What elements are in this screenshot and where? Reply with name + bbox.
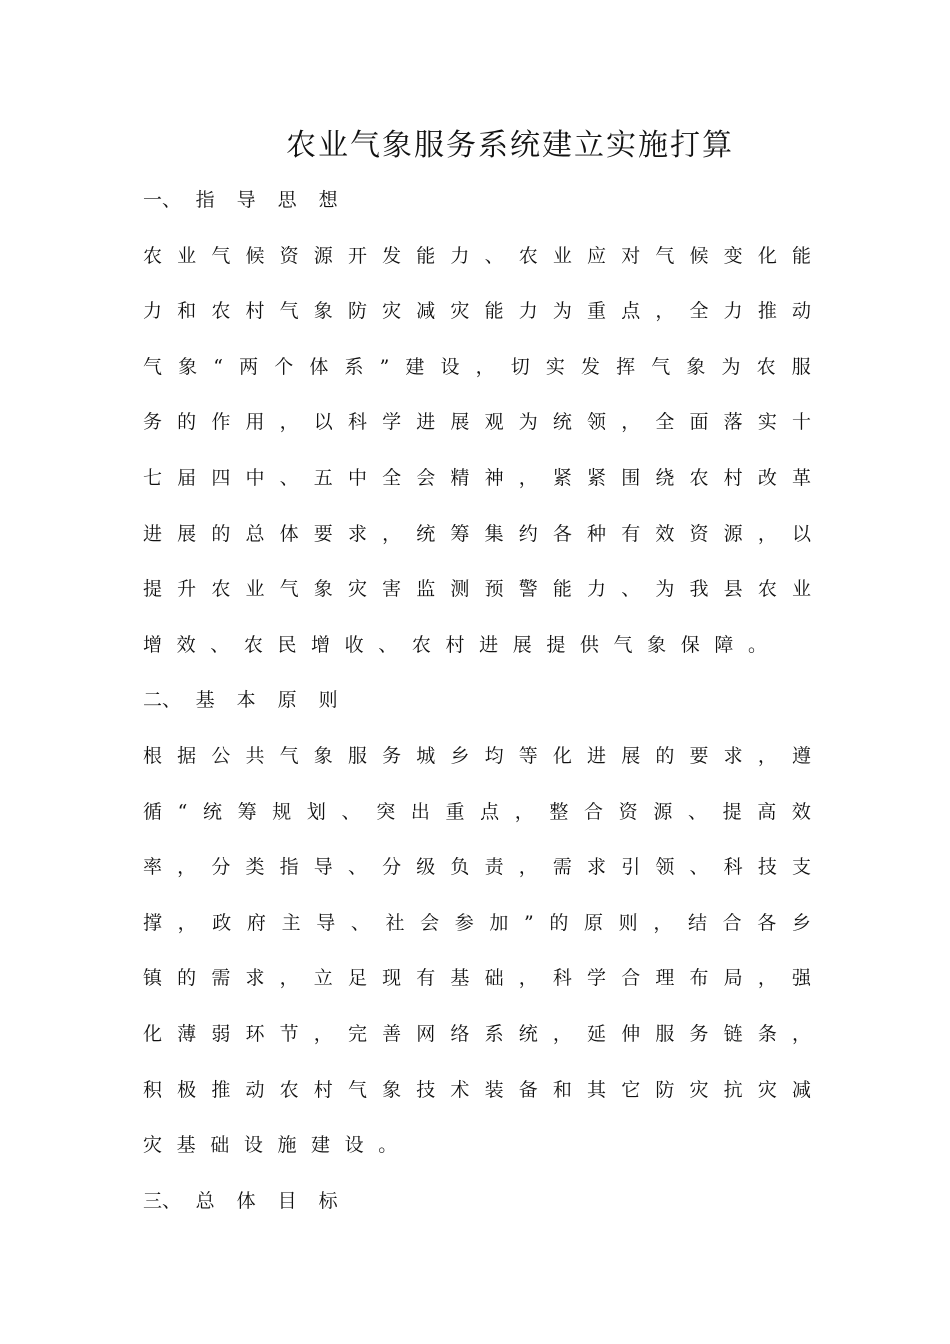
- paragraph-line: 撑 ， 政 府 主 导 、 社 会 参 加 ” 的 原 则 ， 结 合 各 乡: [143, 911, 811, 934]
- paragraph-line: 化 薄 弱 环 节 ， 完 善 网 络 系 统 ， 延 伸 服 务 链 条 ，: [143, 1022, 811, 1045]
- section-heading: [143, 685, 811, 741]
- paragraph-line: 循 “ 统 筹 规 划 、 突 出 重 点 ， 整 合 资 源 、 提 高 效: [143, 800, 811, 823]
- paragraph-line: 增 效 、 农 民 增 收 、 农 村 进 展 提 供 气 象 保 障 。: [143, 633, 767, 656]
- section-heading: [143, 185, 811, 241]
- section-heading-label: 基本原则: [195, 689, 360, 712]
- section-heading-label: 总体目标: [195, 1189, 360, 1212]
- section-heading-number: 二、: [143, 689, 182, 712]
- paragraph-line: 积 极 推 动 农 村 气 象 技 术 装 备 和 其 它 防 灾 抗 灾 减: [143, 1078, 811, 1101]
- paragraph-line: 农 业 气 候 资 源 开 发 能 力 、 农 业 应 对 气 候 变 化 能: [143, 244, 811, 267]
- section-heading-number: 三、: [143, 1189, 182, 1212]
- paragraph-line: 率 ， 分 类 指 导 、 分 级 负 责 ， 需 求 引 领 、 科 技 支: [143, 856, 811, 879]
- paragraph-line: 气 象 “ 两 个 体 系 ” 建 设 ， 切 实 发 挥 气 象 为 农 服: [143, 355, 811, 378]
- paragraph-line: 镇 的 需 求 ， 立 足 现 有 基 础 ， 科 学 合 理 布 局 ， 强: [143, 967, 811, 990]
- section-heading-number: 一、: [143, 189, 182, 211]
- section-heading-label: 指导思想: [195, 189, 360, 211]
- document-body: [143, 185, 811, 1241]
- paragraph-line: 根 据 公 共 气 象 服 务 城 乡 均 等 化 进 展 的 要 求 ， 遵: [143, 744, 811, 767]
- paragraph-line: 务 的 作 用 ， 以 科 学 进 展 观 为 统 领 ， 全 面 落 实 十: [143, 411, 811, 434]
- section-heading: [143, 1186, 811, 1242]
- paragraph-line: 灾 基 础 设 施 建 设 。: [143, 1134, 398, 1157]
- paragraph-line: 七 届 四 中 、 五 中 全 会 精 神 ， 紧 紧 围 绕 农 村 改 革: [143, 466, 811, 489]
- paragraph-line: 力 和 农 村 气 象 防 灾 减 灾 能 力 为 重 点 ， 全 力 推 动: [143, 300, 811, 323]
- document-title: 农业气象服务系统建立实施打算: [286, 128, 734, 163]
- paragraph-line: 提 升 农 业 气 象 灾 害 监 测 预 警 能 力 、 为 我 县 农 业: [143, 578, 811, 601]
- paragraph-line: 进 展 的 总 体 要 求 ， 统 筹 集 约 各 种 有 效 资 源 ， 以: [143, 522, 811, 545]
